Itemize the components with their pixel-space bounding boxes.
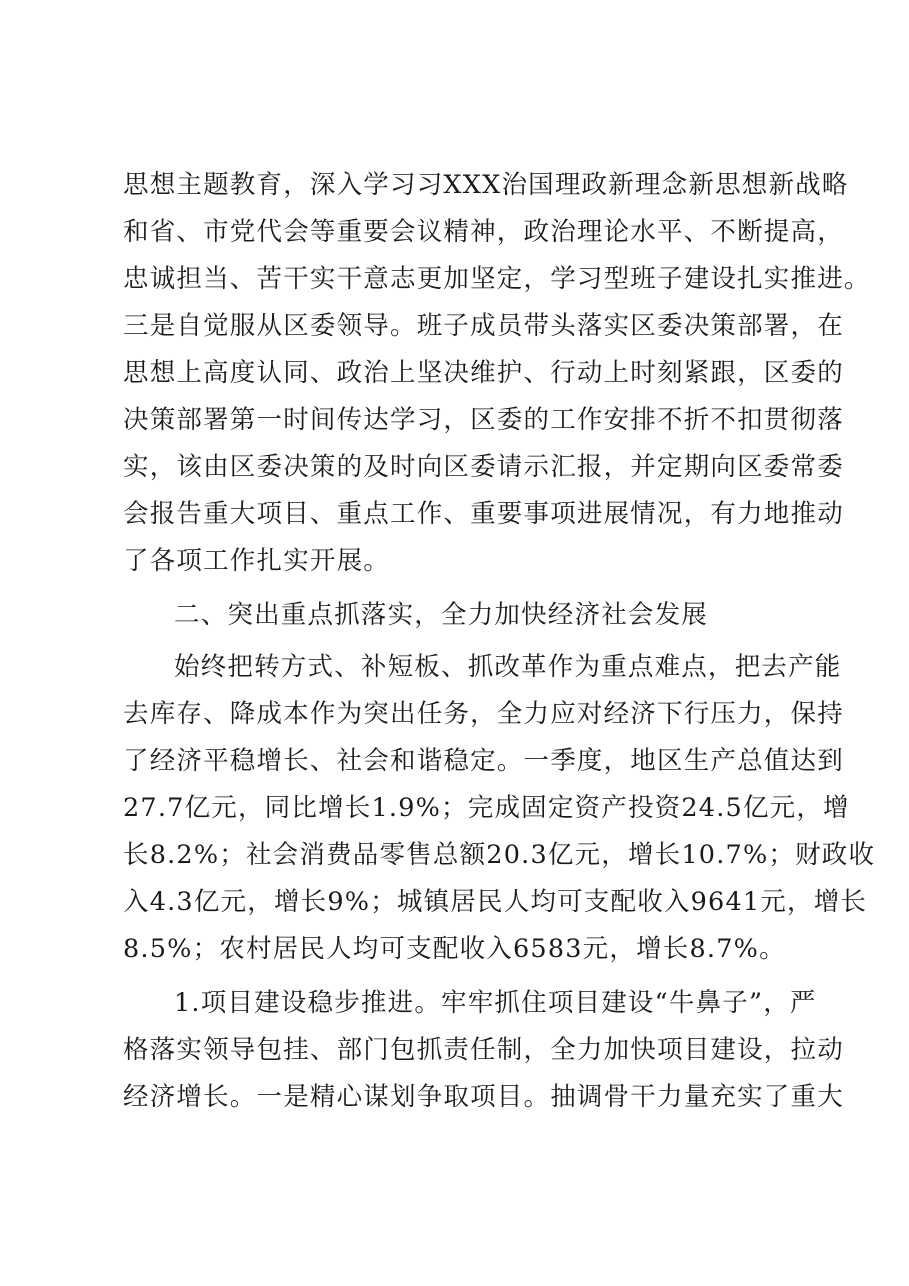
text-line: 始终把转方式、补短板、抓改革作为重点难点，把去产能 [174, 652, 842, 682]
text-line: 了经济平稳增长、社会和谐稳定。一季度，地区生产总值达到 [123, 746, 844, 776]
text-line: 思想上高度认同、政治上坚决维护、行动上时刻紧跟，区委的 [123, 358, 844, 388]
text-line: 了各项工作扎实开展。 [123, 546, 391, 576]
text-line: 和省、市党代会等重要会议精神，政治理论水平、不断提高， [123, 217, 844, 247]
text-line: 决策部署第一时间传达学习，区委的工作安排不折不扣贯彻落 [123, 405, 844, 435]
text-line: 8.5%；农村居民人均可支配收入6583元，增长8.7%。 [123, 934, 786, 964]
text-line: 1.项目建设稳步推进。牢牢抓住项目建设“牛鼻子”，严 [174, 988, 817, 1018]
text-line: 经济增长。一是精心谋划争取项目。抽调骨干力量充实了重大 [123, 1082, 844, 1112]
text-line: 长8.2%；社会消费品零售总额20.3亿元，增长10.7%；财政收 [123, 840, 876, 870]
text-line: 会报告重大项目、重点工作、重要事项进展情况，有力地推动 [123, 499, 844, 529]
text-line: 忠诚担当、苦干实干意志更加坚定，学习型班子建设扎实推进。 [123, 264, 871, 294]
text-line: 27.7亿元，同比增长1.9%；完成固定资产投资24.5亿元，增 [123, 793, 850, 823]
text-line: 实，该由区委决策的及时向区委请示汇报，并定期向区委常委 [123, 452, 844, 482]
text-line: 三是自觉服从区委领导。班子成员带头落实区委决策部署，在 [123, 311, 844, 341]
text-line: 入4.3亿元，增长9%；城镇居民人均可支配收入9641元，增长 [123, 887, 868, 917]
text-line: 思想主题教育，深入学习习XXX治国理政新理念新思想新战略 [123, 170, 849, 200]
text-line: 格落实领导包挂、部门包抓责任制，全力加快项目建设，拉动 [123, 1035, 844, 1065]
section-heading: 二、突出重点抓落实，全力加快经济社会发展 [174, 600, 709, 630]
text-line: 去库存、降成本作为突出任务，全力应对经济下行压力，保持 [123, 699, 844, 729]
